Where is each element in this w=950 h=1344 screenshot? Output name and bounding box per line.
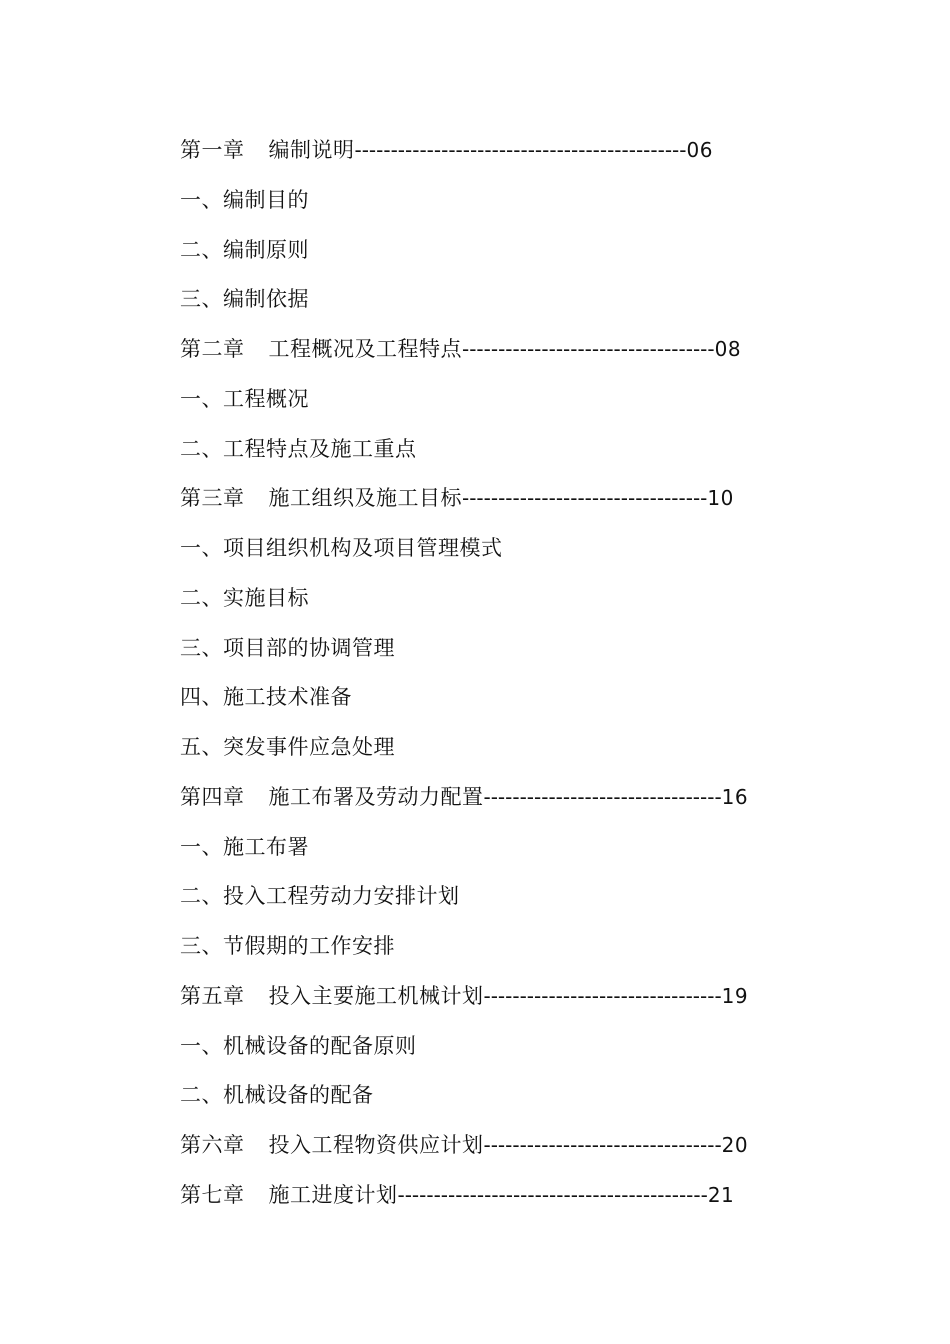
toc-section <box>180 529 840 579</box>
dot-leader: ---------------------------------------------- <box>354 138 687 162</box>
page-number: 16 <box>721 784 749 809</box>
page-number: 10 <box>707 486 734 511</box>
section-title: 三、节假期的工作安排 <box>180 934 395 958</box>
chapter-number: 第七章 <box>180 1182 245 1207</box>
section-title: 三、项目部的协调管理 <box>180 635 395 660</box>
toc-chapter-3 <box>180 479 840 529</box>
chapter-number: 第一章 <box>180 138 245 162</box>
toc-section <box>180 728 840 778</box>
chapter-title: 施工进度计划 <box>268 1182 398 1207</box>
toc-section <box>180 927 840 977</box>
section-title: 一、工程概况 <box>180 386 309 411</box>
page-number: 06 <box>686 138 713 162</box>
toc-chapter-4 <box>180 778 840 828</box>
toc-section <box>180 1076 840 1126</box>
toc-section <box>180 629 840 679</box>
dot-leader: --------------------------------- <box>483 784 722 809</box>
toc-section <box>180 231 840 281</box>
chapter-number: 第四章 <box>180 784 245 809</box>
chapter-title: 投入主要施工机械计划 <box>268 983 484 1008</box>
section-title: 二、编制原则 <box>180 237 309 262</box>
section-title: 四、施工技术准备 <box>180 685 352 710</box>
page-number: 20 <box>721 1133 749 1157</box>
toc-section <box>180 181 840 231</box>
toc-section <box>180 430 840 480</box>
toc-chapter-7 <box>180 1176 840 1226</box>
toc-section <box>180 380 840 430</box>
section-title: 一、机械设备的配备原则 <box>180 1033 417 1058</box>
chapter-number: 第三章 <box>180 486 245 511</box>
section-title: 二、机械设备的配备 <box>180 1083 374 1108</box>
section-title: 三、编制依据 <box>180 287 309 312</box>
toc-section <box>180 877 840 927</box>
dot-leader: ---------------------------------- <box>462 486 708 511</box>
chapter-number: 第六章 <box>180 1133 245 1157</box>
page-number: 21 <box>707 1182 735 1207</box>
table-of-contents <box>180 131 840 1226</box>
toc-section <box>180 1027 840 1077</box>
chapter-title: 投入工程物资供应计划 <box>268 1133 484 1157</box>
chapter-title: 施工组织及施工目标 <box>268 486 462 511</box>
section-title: 二、工程特点及施工重点 <box>180 436 417 461</box>
section-title: 二、实施目标 <box>180 585 309 610</box>
toc-section <box>180 579 840 629</box>
toc-section <box>180 678 840 728</box>
page-number: 08 <box>714 337 742 361</box>
dot-leader: --------------------------------- <box>483 983 722 1008</box>
section-title: 二、投入工程劳动力安排计划 <box>180 884 460 909</box>
toc-chapter-5 <box>180 977 840 1027</box>
toc-chapter-1 <box>180 131 840 181</box>
toc-chapter-6 <box>180 1126 840 1176</box>
chapter-number: 第五章 <box>180 983 245 1008</box>
toc-chapter-2 <box>180 330 840 380</box>
toc-section <box>180 828 840 878</box>
section-title: 一、项目组织机构及项目管理模式 <box>180 536 503 560</box>
section-title: 五、突发事件应急处理 <box>180 735 395 759</box>
section-title: 一、编制目的 <box>180 187 309 212</box>
chapter-number: 第二章 <box>180 337 245 361</box>
chapter-title: 工程概况及工程特点 <box>268 337 462 361</box>
dot-leader: ----------------------------------- <box>462 337 715 361</box>
page-number: 19 <box>721 983 749 1008</box>
dot-leader: --------------------------------- <box>483 1133 722 1157</box>
chapter-title: 施工布署及劳动力配置 <box>268 784 484 809</box>
chapter-title: 编制说明 <box>268 138 355 162</box>
dot-leader: ------------------------------------------- <box>397 1182 708 1207</box>
toc-section <box>180 280 840 330</box>
section-title: 一、施工布署 <box>180 834 309 859</box>
